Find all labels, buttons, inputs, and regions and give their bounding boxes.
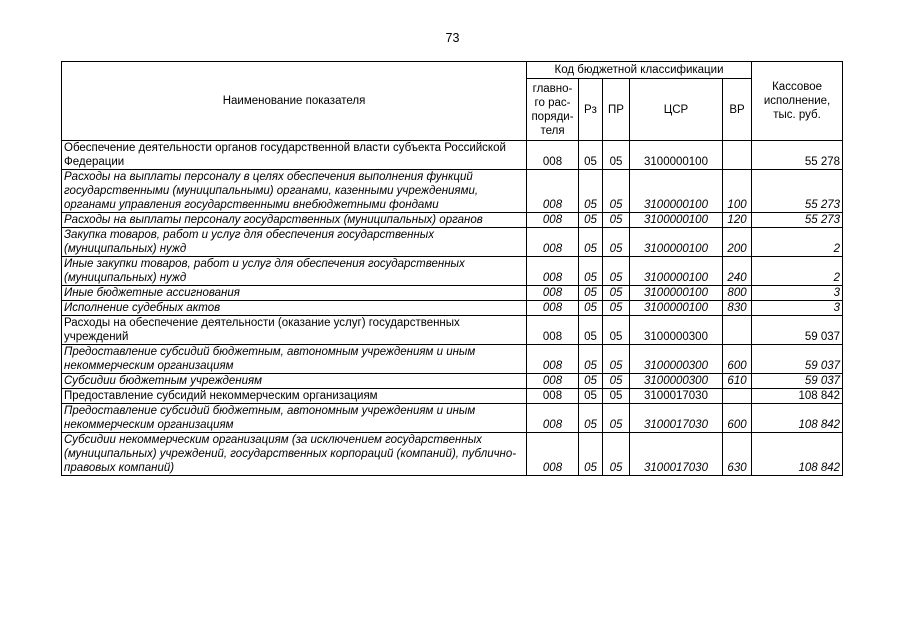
header-csr: ЦСР — [630, 79, 723, 141]
cell-name: Расходы на обеспечение деятельности (оказание услуг) государственных учреждений — [62, 316, 527, 345]
cell-vr — [723, 141, 752, 170]
header-vr: ВР — [723, 79, 752, 141]
cell-vr: 610 — [723, 374, 752, 389]
cell-pr: 05 — [603, 228, 630, 257]
cell-rz: 05 — [579, 433, 603, 476]
cell-chief-administrator: 008 — [527, 345, 579, 374]
header-rz: Рз — [579, 79, 603, 141]
cell-rz: 05 — [579, 374, 603, 389]
table-body — [62, 141, 843, 476]
cell-vr — [723, 389, 752, 404]
cell-cash-execution: 3 — [752, 286, 843, 301]
cell-cash-execution: 108 842 — [752, 389, 843, 404]
cell-csr: 3100000300 — [630, 345, 723, 374]
table-row — [62, 345, 843, 374]
cell-rz: 05 — [579, 404, 603, 433]
cell-vr: 600 — [723, 345, 752, 374]
cell-pr: 05 — [603, 374, 630, 389]
cell-cash-execution: 55 273 — [752, 170, 843, 213]
table-row — [62, 433, 843, 476]
cell-name: Иные закупки товаров, работ и услуг для обеспечения государственных (муниципальных) нужд — [62, 257, 527, 286]
cell-pr: 05 — [603, 389, 630, 404]
cell-cash-execution: 55 278 — [752, 141, 843, 170]
cell-cash-execution: 59 037 — [752, 374, 843, 389]
cell-chief-administrator: 008 — [527, 170, 579, 213]
cell-chief-administrator: 008 — [527, 141, 579, 170]
cell-chief-administrator: 008 — [527, 228, 579, 257]
budget-table — [61, 61, 843, 476]
cell-chief-administrator: 008 — [527, 389, 579, 404]
cell-rz: 05 — [579, 389, 603, 404]
cell-chief-administrator: 008 — [527, 213, 579, 228]
cell-rz: 05 — [579, 301, 603, 316]
cell-csr: 3100000300 — [630, 316, 723, 345]
table-row — [62, 170, 843, 213]
cell-csr: 3100000100 — [630, 213, 723, 228]
cell-name: Исполнение судебных актов — [62, 301, 527, 316]
cell-vr: 120 — [723, 213, 752, 228]
cell-chief-administrator: 008 — [527, 374, 579, 389]
cell-name: Закупка товаров, работ и услуг для обеспечения государственных (муниципальных) нужд — [62, 228, 527, 257]
table-row — [62, 316, 843, 345]
cell-cash-execution: 108 842 — [752, 404, 843, 433]
cell-rz: 05 — [579, 257, 603, 286]
cell-cash-execution: 55 273 — [752, 213, 843, 228]
table-row — [62, 228, 843, 257]
cell-csr: 3100017030 — [630, 404, 723, 433]
cell-rz: 05 — [579, 141, 603, 170]
cell-vr: 240 — [723, 257, 752, 286]
cell-chief-administrator: 008 — [527, 301, 579, 316]
cell-vr: 630 — [723, 433, 752, 476]
cell-pr: 05 — [603, 213, 630, 228]
cell-rz: 05 — [579, 345, 603, 374]
cell-csr: 3100000100 — [630, 170, 723, 213]
cell-name: Предоставление субсидий бюджетным, автономным учреждениям и иным некоммерческим организациям — [62, 345, 527, 374]
cell-pr: 05 — [603, 433, 630, 476]
cell-vr: 830 — [723, 301, 752, 316]
table-row — [62, 286, 843, 301]
cell-vr: 200 — [723, 228, 752, 257]
cell-pr: 05 — [603, 316, 630, 345]
cell-cash-execution: 59 037 — [752, 316, 843, 345]
table-row — [62, 374, 843, 389]
cell-vr: 100 — [723, 170, 752, 213]
header-classification-group: Код бюджетной классификации — [527, 62, 752, 79]
cell-csr: 3100000100 — [630, 286, 723, 301]
table-row — [62, 213, 843, 228]
header-cash-execution: Кассовое исполнение, тыс. руб. — [752, 62, 843, 141]
cell-name: Субсидии бюджетным учреждениям — [62, 374, 527, 389]
table-row — [62, 404, 843, 433]
cell-chief-administrator: 008 — [527, 433, 579, 476]
cell-csr: 3100017030 — [630, 389, 723, 404]
table-row — [62, 301, 843, 316]
cell-name: Расходы на выплаты персоналу государственных (муниципальных) органов — [62, 213, 527, 228]
cell-chief-administrator: 008 — [527, 257, 579, 286]
cell-rz: 05 — [579, 213, 603, 228]
table-row — [62, 257, 843, 286]
cell-rz: 05 — [579, 228, 603, 257]
cell-rz: 05 — [579, 316, 603, 345]
cell-csr: 3100000300 — [630, 374, 723, 389]
cell-pr: 05 — [603, 141, 630, 170]
cell-cash-execution: 2 — [752, 257, 843, 286]
cell-csr: 3100017030 — [630, 433, 723, 476]
cell-name: Иные бюджетные ассигнования — [62, 286, 527, 301]
cell-pr: 05 — [603, 301, 630, 316]
cell-name: Предоставление субсидий некоммерческим организациям — [62, 389, 527, 404]
cell-cash-execution: 108 842 — [752, 433, 843, 476]
cell-cash-execution: 3 — [752, 301, 843, 316]
cell-csr: 3100000100 — [630, 141, 723, 170]
cell-chief-administrator: 008 — [527, 404, 579, 433]
cell-pr: 05 — [603, 257, 630, 286]
cell-csr: 3100000100 — [630, 301, 723, 316]
table-header — [62, 62, 843, 141]
header-chief-administrator: главно- го рас- поряди- теля — [527, 79, 579, 141]
cell-pr: 05 — [603, 170, 630, 213]
cell-name: Расходы на выплаты персоналу в целях обеспечения выполнения функций государственными (муниципальными) органами, казенными учреждениями, органами управления государственными внебюджетными фондами — [62, 170, 527, 213]
cell-vr: 800 — [723, 286, 752, 301]
cell-csr: 3100000100 — [630, 228, 723, 257]
cell-pr: 05 — [603, 286, 630, 301]
cell-vr — [723, 316, 752, 345]
table-row — [62, 141, 843, 170]
cell-name: Предоставление субсидий бюджетным, автономным учреждениям и иным некоммерческим организациям — [62, 404, 527, 433]
cell-rz: 05 — [579, 286, 603, 301]
cell-vr: 600 — [723, 404, 752, 433]
cell-name: Обеспечение деятельности органов государственной власти субъекта Российской Федерации — [62, 141, 527, 170]
cell-pr: 05 — [603, 345, 630, 374]
header-pr: ПР — [603, 79, 630, 141]
cell-csr: 3100000100 — [630, 257, 723, 286]
cell-chief-administrator: 008 — [527, 286, 579, 301]
table-row — [62, 389, 843, 404]
cell-rz: 05 — [579, 170, 603, 213]
cell-pr: 05 — [603, 404, 630, 433]
cell-cash-execution: 2 — [752, 228, 843, 257]
page-number: 73 — [445, 31, 460, 45]
header-name: Наименование показателя — [62, 62, 527, 141]
cell-name: Субсидии некоммерческим организациям (за исключением государственных (муниципальных) учреждений, государственных корпораций (компаний), публично-правовых компаний) — [62, 433, 527, 476]
cell-cash-execution: 59 037 — [752, 345, 843, 374]
cell-chief-administrator: 008 — [527, 316, 579, 345]
